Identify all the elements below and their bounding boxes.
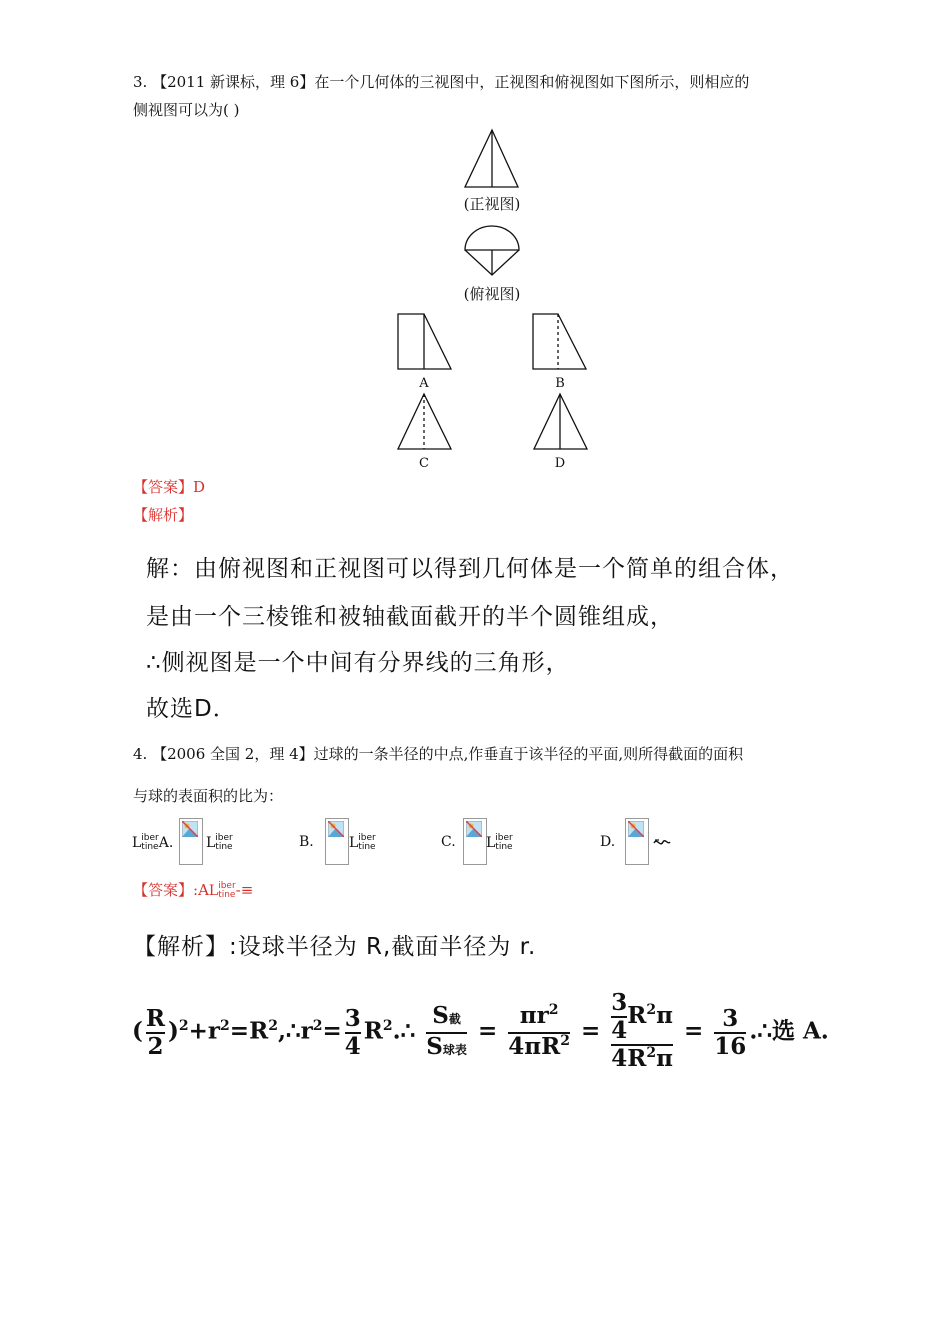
- q4-line2: 与球的表面积的比为：: [133, 787, 284, 805]
- q4-option-a: [132, 834, 173, 852]
- q4-analysis: 【解析】:设球半径为 R,截面半径为 r.: [133, 934, 537, 960]
- squiggle-icon: [653, 836, 671, 850]
- q3-answer-label: 【答案】: [133, 478, 194, 496]
- q3-solution-line3: ∴侧视图是一个中间有分界线的三角形，: [146, 650, 570, 676]
- front-view-figure: [462, 128, 522, 190]
- option-c-label: C: [419, 456, 429, 471]
- caption-top-view: (俯视图): [463, 285, 521, 303]
- caption-front-view: (正视图): [463, 195, 521, 213]
- q3-analysis-label: 【解析】: [133, 506, 194, 524]
- broken-image-text: iber tine: [141, 833, 159, 852]
- q3-line2: 侧视图可以为( ): [133, 101, 240, 119]
- q3-solution-line1: 解：由俯视图和正视图可以得到几何体是一个简单的组合体，: [146, 556, 794, 582]
- broken-image-icon: [463, 818, 487, 865]
- q4-option-b-value: Liber tine: [349, 833, 376, 852]
- broken-image-icon: [625, 818, 649, 865]
- q3-line1: 3. 【2011 新课标，理 6】在一个几何体的三视图中，正视图和俯视图如下图所示，则相应的: [133, 73, 750, 91]
- option-c-figure: [396, 392, 454, 452]
- q3-solution-line2: 是由一个三棱锥和被轴截面截开的半个圆锥组成，: [146, 604, 674, 630]
- option-a-figure: [396, 312, 456, 372]
- q4-option-c-value: Liber tine: [486, 833, 513, 852]
- q4-option-b-label: B.: [299, 834, 314, 850]
- q4-answer-label: 【答案】: [133, 881, 194, 899]
- q4-answer-value: :A: [193, 881, 209, 899]
- broken-image-icon: [179, 818, 203, 865]
- option-d-figure: [532, 392, 590, 452]
- broken-image-icon: [325, 818, 349, 865]
- top-view-figure: [462, 224, 522, 278]
- option-d-label: D: [554, 456, 566, 471]
- q4-line1: 4. 【2006 全国 2，理 4】过球的一条半径的中点,作垂直于该半径的平面,则所得截面的面积: [133, 745, 744, 763]
- q3-answer: [133, 476, 205, 497]
- q3-solution-line4: 故选D．: [146, 696, 237, 722]
- option-a-label: A: [419, 376, 429, 391]
- q4-formula: ( $\frac{R}{2}$ )$^2+r^2=R^2,\therefore r^2=$ $\frac{3}{4}$ $R^2.\therefore$ $\frac{\text{S截}}{\text{S球表}}$ = $\frac{\pi r^2}{4\pi R^2}$ = $\frac{3}{4}$ $R^2\pi$ $4R^2\pi$ = $\frac{3}{16}$ .∴选 A.: [132, 990, 829, 1075]
- option-b-label: B: [555, 376, 565, 391]
- q3-answer-value: D: [193, 478, 206, 496]
- q4-answer: 【答案】:ALiber tine-≡: [133, 881, 254, 900]
- q4-answer-tail: -≡: [235, 881, 254, 899]
- q4-option-a-label: A.: [158, 835, 174, 851]
- q4-option-d-label: D.: [600, 834, 616, 850]
- option-b-figure: [531, 312, 591, 372]
- broken-l: L: [132, 835, 142, 851]
- q4-option-c-label: C.: [441, 834, 456, 850]
- q4-option-a-value: Liber tine: [206, 833, 233, 852]
